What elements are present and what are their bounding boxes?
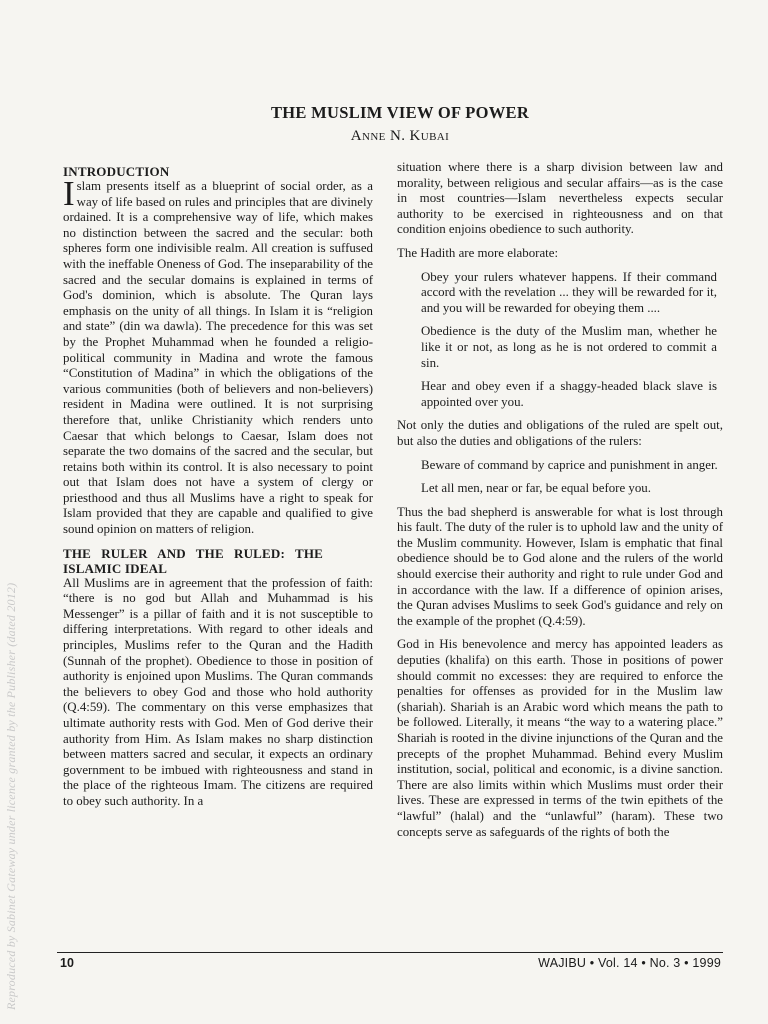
heading-ruler-and-ruled: THE RULER AND THE RULED: THE ISLAMIC IDEAL [63,545,323,576]
hadith-quote-obey: Obey your rulers whatever happens. If their command accord with the revelation ... they will be rewarded for it, and you will be rewarded for obeying them .... [421,269,717,315]
footer-rule [57,952,723,953]
hadith-quote-caprice: Beware of command by caprice and punishment in anger. [421,457,718,472]
left-column [63,160,373,818]
shepherd-paragraph: Thus the bad shepherd is answerable for what is lost through his fault. The duty of the ruler is to uphold law and the unity of the Muslim community. However, Islam is emphatic that final obedience should be to God alone and the rulers of the world should exercise their authority and right to rule under God and in accordance with the law. If a difference of opinion arises, the Quran advises Muslims to seek God's guidance and rely on the example of the prophet (Q.4:59). [397,504,723,628]
intro-text: slam presents itself as a blueprint of social order, as a way of life based on rules and principles that are divinely ordained. It is a comprehensive way of life, which makes no distinction between the sacred and the secular: both spheres form one indivisible realm. All creation is suffused with the ineffable Oneness of God. The inseparability of the sacred and the secular domains is explained in terms of God's dominion, which is absolute. The Quran lays emphasis on the unity of all things. In Islam it is “religion and state” (din wa dawla). The precedence for this was set by the Prophet Muhammad when he founded a religio-political community in Madina and wrote the famous “Constitution of Madina” in which the obligations of the various communities (both of believers and non-believers) resident in Madina were outlined. It is not surprising therefore that, unlike Christianity which renders unto Caesar that which belongs to Caesar, Islam does not separate the two domains of the sacred and the secular, but retains both within its control. It is also necessary to point out that Islam does not have a system of clergy or priesthood and thus all Muslims have a right to speak for Islam provided that they are capable and qualified to give sound opinion on matters of religion. [63,179,373,537]
situation-paragraph: situation where there is a sharp division between law and morality, between religious and secular affairs—as is the case in most countries—Islam nevertheless expects secular authority to be exercised in righteousness and on that condition enjoins obedience to such authority. [397,160,723,237]
article-title: THE MUSLIM VIEW OF POWER [270,103,530,122]
sabinet-watermark: Reproduced by Sabinet Gateway under licence granted by the Publisher (dated 2012) [4,582,18,1010]
benevolence-paragraph: God in His benevolence and mercy has appointed leaders as deputies (khalifa) on this earth. Those in positions of power should commit no excesses: they are required to enforce the penalties for offenses as provided for in the Muslim law (shariah). Shariah is an Arabic word which means the path to be followed. Literally, it means “the way to a watering place.” Shariah is rooted in the divine injunctions of the Quran and the precepts of the prophet Muhammad. Behind every Muslim institution, social, political and economic, is a divine sanction. There are also limits within which Muslims must order their lives. These are expressed in terms of the twin epithets of the “lawful” (halal) and the “unlawful” (haram). These two concepts serve as safeguards of the rights of both the [397,637,723,839]
hadith-quote-equal: Let all men, near or far, be equal before you. [421,481,651,496]
journal-citation: WAJIBU • Vol. 14 • No. 3 • 1999 [538,956,721,970]
article-author: Anne N. Kubai [350,128,450,144]
drop-cap: I [63,174,75,213]
rulers-paragraph: Not only the duties and obligations of the ruled are spelt out, but also the duties and obligations of the rulers: [397,418,723,448]
right-column [397,160,723,848]
hadith-quote-hear: Hear and obey even if a shaggy-headed black slave is appointed over you. [421,379,717,409]
page-number: 10 [60,956,74,970]
ruler-paragraph: All Muslims are in agreement that the profession of faith: “there is no god but Allah and Muhammad is his Messenger” is a pillar of faith and it is not susceptible to differing interpretations. With regard to other ideals and principles, Muslims refer to the Quran and the Hadith (Sunnah of the prophet). Obedience to those in position of authority is enjoined upon Muslims. The Quran commands the believers to obey God and those who hold authority (Q.4:59). The commentary on this verse emphasizes that ultimate authority rests with God. Men of God derive their authority from Him. As Islam makes no sharp distinction between matters sacred and secular, it expects an ordinary government to be imbued with righteousness and stand in the place of the righteous Imam. The citizens are required to obey such authority. In a [63,575,373,808]
intro-paragraph [63,174,373,538]
heading-introduction: INTRODUCTION [63,164,170,179]
hadith-intro: The Hadith are more elaborate: [397,245,559,260]
hadith-quote-duty: Obedience is the duty of the Muslim man, whether he like it or not, as long as he is not ordered to commit a sin. [421,324,717,370]
